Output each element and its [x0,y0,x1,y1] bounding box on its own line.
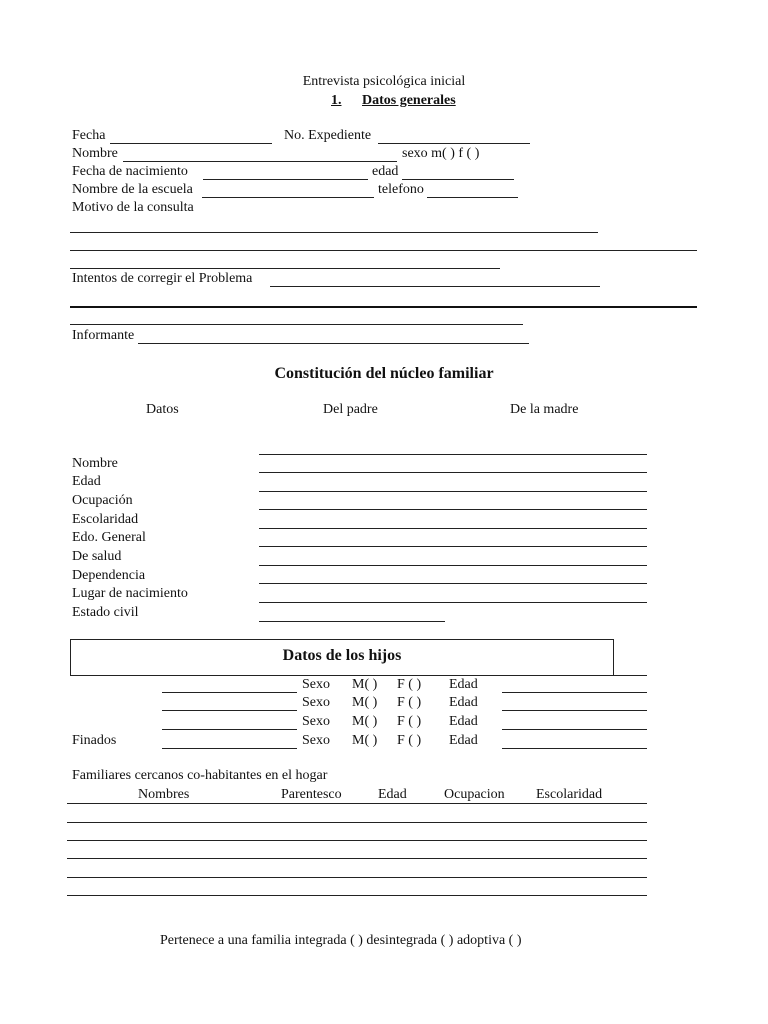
familiares-col-edad: Edad [378,787,407,802]
familiares-col-parentesco: Parentesco [281,787,342,802]
col-padre: Del padre [323,402,378,417]
familiares-col-ocupacion: Ocupacion [444,787,505,802]
familia-row-label: Estado civil [72,605,139,620]
telefono-label: telefono [378,182,424,197]
motivo-line-1[interactable] [70,232,598,233]
intentos-line-2[interactable] [70,306,697,308]
finados-label: Finados [72,733,117,748]
hijo-name-field[interactable] [162,692,297,693]
hijo-f-option[interactable]: F ( ) [397,733,422,748]
familia-row-label: Edad [72,474,101,489]
hijo-edad-label: Edad [449,695,478,710]
familiares-line[interactable] [67,840,647,841]
section-number: 1. [331,93,342,108]
familia-line[interactable] [259,565,647,566]
hijo-f-option[interactable]: F ( ) [397,695,422,710]
familiares-title: Familiares cercanos co-habitantes en el hogar [72,768,328,783]
hijo-edad-field[interactable] [502,729,647,730]
hijos-box-tail-line [614,675,647,676]
familiares-col-nombres: Nombres [138,787,190,802]
hijo-edad-label: Edad [449,714,478,729]
col-datos: Datos [146,402,179,417]
familiares-line[interactable] [67,858,647,859]
familia-row-label: De salud [72,549,122,564]
nombre-label: Nombre [72,146,118,161]
section-title: Datos generales [362,93,456,108]
familiares-line[interactable] [67,895,647,896]
motivo-line-3[interactable] [70,268,500,269]
form-title: Entrevista psicológica inicial [302,74,466,89]
expediente-label: No. Expediente [284,128,372,143]
familiares-col-escolaridad: Escolaridad [536,787,603,802]
familiares-line[interactable] [67,803,647,804]
edad-label: edad [372,164,399,179]
familia-row-label: Escolaridad [72,512,139,527]
tipo-familia-question[interactable]: Pertenece a una familia integrada ( ) desintegrada ( ) adoptiva ( ) [160,933,522,948]
nombre-field[interactable] [123,161,397,162]
familia-line[interactable] [259,491,647,492]
hijo-m-option[interactable]: M( ) [352,695,378,710]
intentos-line-3[interactable] [70,324,523,325]
sexo-label: sexo m( ) f ( ) [402,146,480,161]
familia-line[interactable] [259,528,647,529]
hijo-sexo-label: Sexo [302,733,330,748]
hijo-m-option[interactable]: M( ) [352,733,378,748]
familia-title: Constitución del núcleo familiar [274,365,494,382]
hijo-edad-label: Edad [449,677,478,692]
hijo-edad-field[interactable] [502,692,647,693]
hijo-name-field[interactable] [162,710,297,711]
escuela-label: Nombre de la escuela [72,182,193,197]
familia-row-label: Edo. General [72,530,146,545]
expediente-field[interactable] [378,143,530,144]
intentos-label: Intentos de corregir el Problema [72,271,253,286]
familia-line[interactable] [259,602,647,603]
familia-line[interactable] [259,454,647,455]
familia-row-label: Ocupación [72,493,133,508]
motivo-label: Motivo de la consulta [72,200,194,215]
familia-line[interactable] [259,472,647,473]
familia-row-label: Nombre [72,456,118,471]
familia-row-label: Dependencia [72,568,146,583]
informante-label: Informante [72,328,135,343]
familia-line[interactable] [259,621,445,622]
hijo-m-option[interactable]: M( ) [352,714,378,729]
hijos-title: Datos de los hijos [282,647,402,664]
familia-row-label: Lugar de nacimiento [72,586,188,601]
hijo-edad-field[interactable] [502,748,647,749]
hijo-m-option[interactable]: M( ) [352,677,378,692]
familia-line[interactable] [259,509,647,510]
informante-field[interactable] [138,343,529,344]
hijo-sexo-label: Sexo [302,677,330,692]
telefono-field[interactable] [427,197,518,198]
hijo-name-field[interactable] [162,748,297,749]
familia-line[interactable] [259,583,647,584]
hijo-name-field[interactable] [162,729,297,730]
escuela-field[interactable] [202,197,374,198]
hijo-edad-label: Edad [449,733,478,748]
motivo-line-2[interactable] [70,250,697,251]
hijo-f-option[interactable]: F ( ) [397,677,422,692]
familiares-line[interactable] [67,822,647,823]
hijo-edad-field[interactable] [502,710,647,711]
hijo-sexo-label: Sexo [302,695,330,710]
fecha-label: Fecha [72,128,106,143]
edad-field[interactable] [402,179,514,180]
fecha-nacimiento-field[interactable] [203,179,368,180]
hijo-sexo-label: Sexo [302,714,330,729]
familia-line[interactable] [259,546,647,547]
hijo-f-option[interactable]: F ( ) [397,714,422,729]
col-madre: De la madre [510,402,579,417]
familiares-line[interactable] [67,877,647,878]
fecha-nacimiento-label: Fecha de nacimiento [72,164,188,179]
fecha-field[interactable] [110,143,272,144]
intentos-field[interactable] [270,286,600,287]
